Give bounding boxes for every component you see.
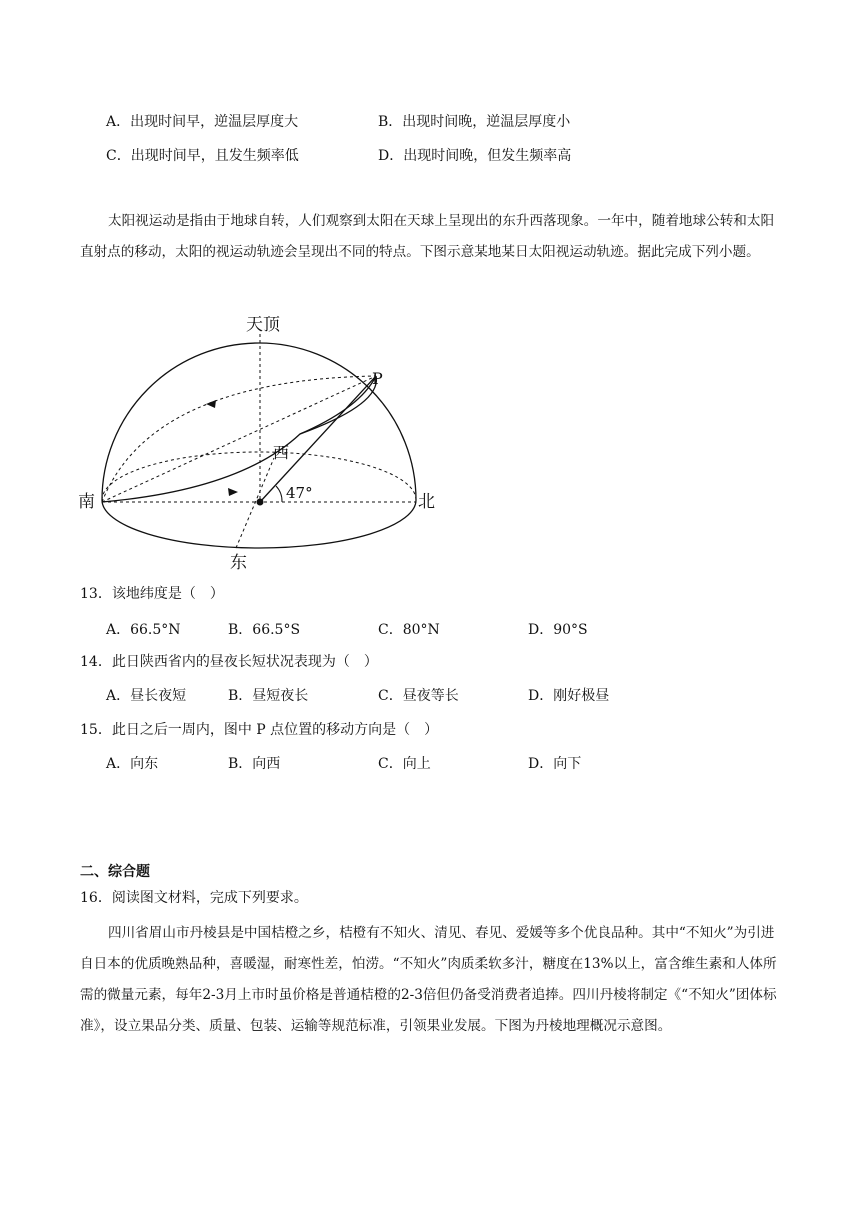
intro-text: 太阳视运动是指由于地球自转，人们观察到太阳在天球上呈现出的东升西落现象。一年中，随着地球公转和太阳直射点的移动，太阳的视运动轨迹会呈现出不同的特点。下图示意某地某日太阳视运动轨迹。据此完成下列小题。 bbox=[80, 213, 775, 260]
horizon-back bbox=[102, 452, 416, 500]
q15-option-d: D．向下 bbox=[528, 756, 582, 772]
section-title: 二、综合题 bbox=[80, 864, 150, 880]
intro-paragraph bbox=[80, 206, 784, 268]
arrow-front bbox=[228, 488, 238, 496]
question-16-stem: 16．阅读图文材料，完成下列要求。 bbox=[80, 890, 308, 906]
q13-option-a: A．66.5°N bbox=[106, 622, 181, 638]
west-label: 西 bbox=[273, 443, 290, 462]
q15-option-b: B．向西 bbox=[228, 756, 281, 772]
option-d: D．出现时间晚，但发生频率高 bbox=[378, 148, 572, 164]
q14-option-b: B．昼短夜长 bbox=[228, 688, 309, 704]
south-label: 南 bbox=[78, 492, 95, 512]
q16-material-text: 四川省眉山市丹棱县是中国桔橙之乡，桔橙有不知火、清见、春见、爱媛等多个优良品种。其中“不知火”为引进自日本的优质晚熟品种，喜暖湿，耐寒性差，怕涝。“不知火”肉质柔软多汁，糖度在13%以上，富含维生素和人体所需的微量元素，每年2-3月上市时虽价格是普通桔橙的2-3倍但仍备受消费者追捧。四川丹棱将制定《“不知火”团体标准》，设立果品分类、质量、包装、运输等规范标准，引领果业发展。下图为丹棱地理概况示意图。 bbox=[80, 925, 777, 1034]
zenith-label: 天顶 bbox=[246, 315, 280, 335]
q13-option-d: D．90°S bbox=[528, 622, 588, 638]
angle-line bbox=[260, 376, 376, 502]
arrow-back bbox=[206, 400, 216, 408]
q13-option-b: B．66.5°S bbox=[228, 622, 301, 638]
angle-arc bbox=[276, 486, 282, 502]
option-b: B．出现时间晚，逆温层厚度小 bbox=[378, 114, 571, 130]
celestial-hemisphere bbox=[102, 343, 416, 500]
q14-option-d: D．刚好极昼 bbox=[528, 688, 610, 704]
option-c: C．出现时间早，且发生频率低 bbox=[106, 148, 299, 164]
horizon-front bbox=[102, 500, 416, 548]
q16-material bbox=[80, 918, 784, 1042]
north-label: 北 bbox=[418, 492, 435, 512]
question-15-stem: 15．此日之后一周内，图中 P 点位置的移动方向是（ ） bbox=[80, 722, 439, 738]
q14-option-c: C．昼夜等长 bbox=[378, 688, 459, 704]
question-13-stem: 13．该地纬度是（ ） bbox=[80, 586, 224, 602]
angle-label: 47° bbox=[286, 484, 313, 502]
sun-path-diagram bbox=[70, 308, 450, 576]
q15-option-c: C．向上 bbox=[378, 756, 431, 772]
question-14-stem: 14．此日陕西省内的昼夜长短状况表现为（ ） bbox=[80, 654, 378, 670]
q14-option-a: A．昼长夜短 bbox=[106, 688, 187, 704]
q15-option-a: A．向东 bbox=[106, 756, 159, 772]
observer-point bbox=[257, 499, 264, 506]
p-label: P bbox=[372, 369, 383, 388]
option-a: A．出现时间早，逆温层厚度大 bbox=[106, 114, 299, 130]
east-label: 东 bbox=[230, 553, 247, 573]
q13-option-c: C．80°N bbox=[378, 622, 440, 638]
